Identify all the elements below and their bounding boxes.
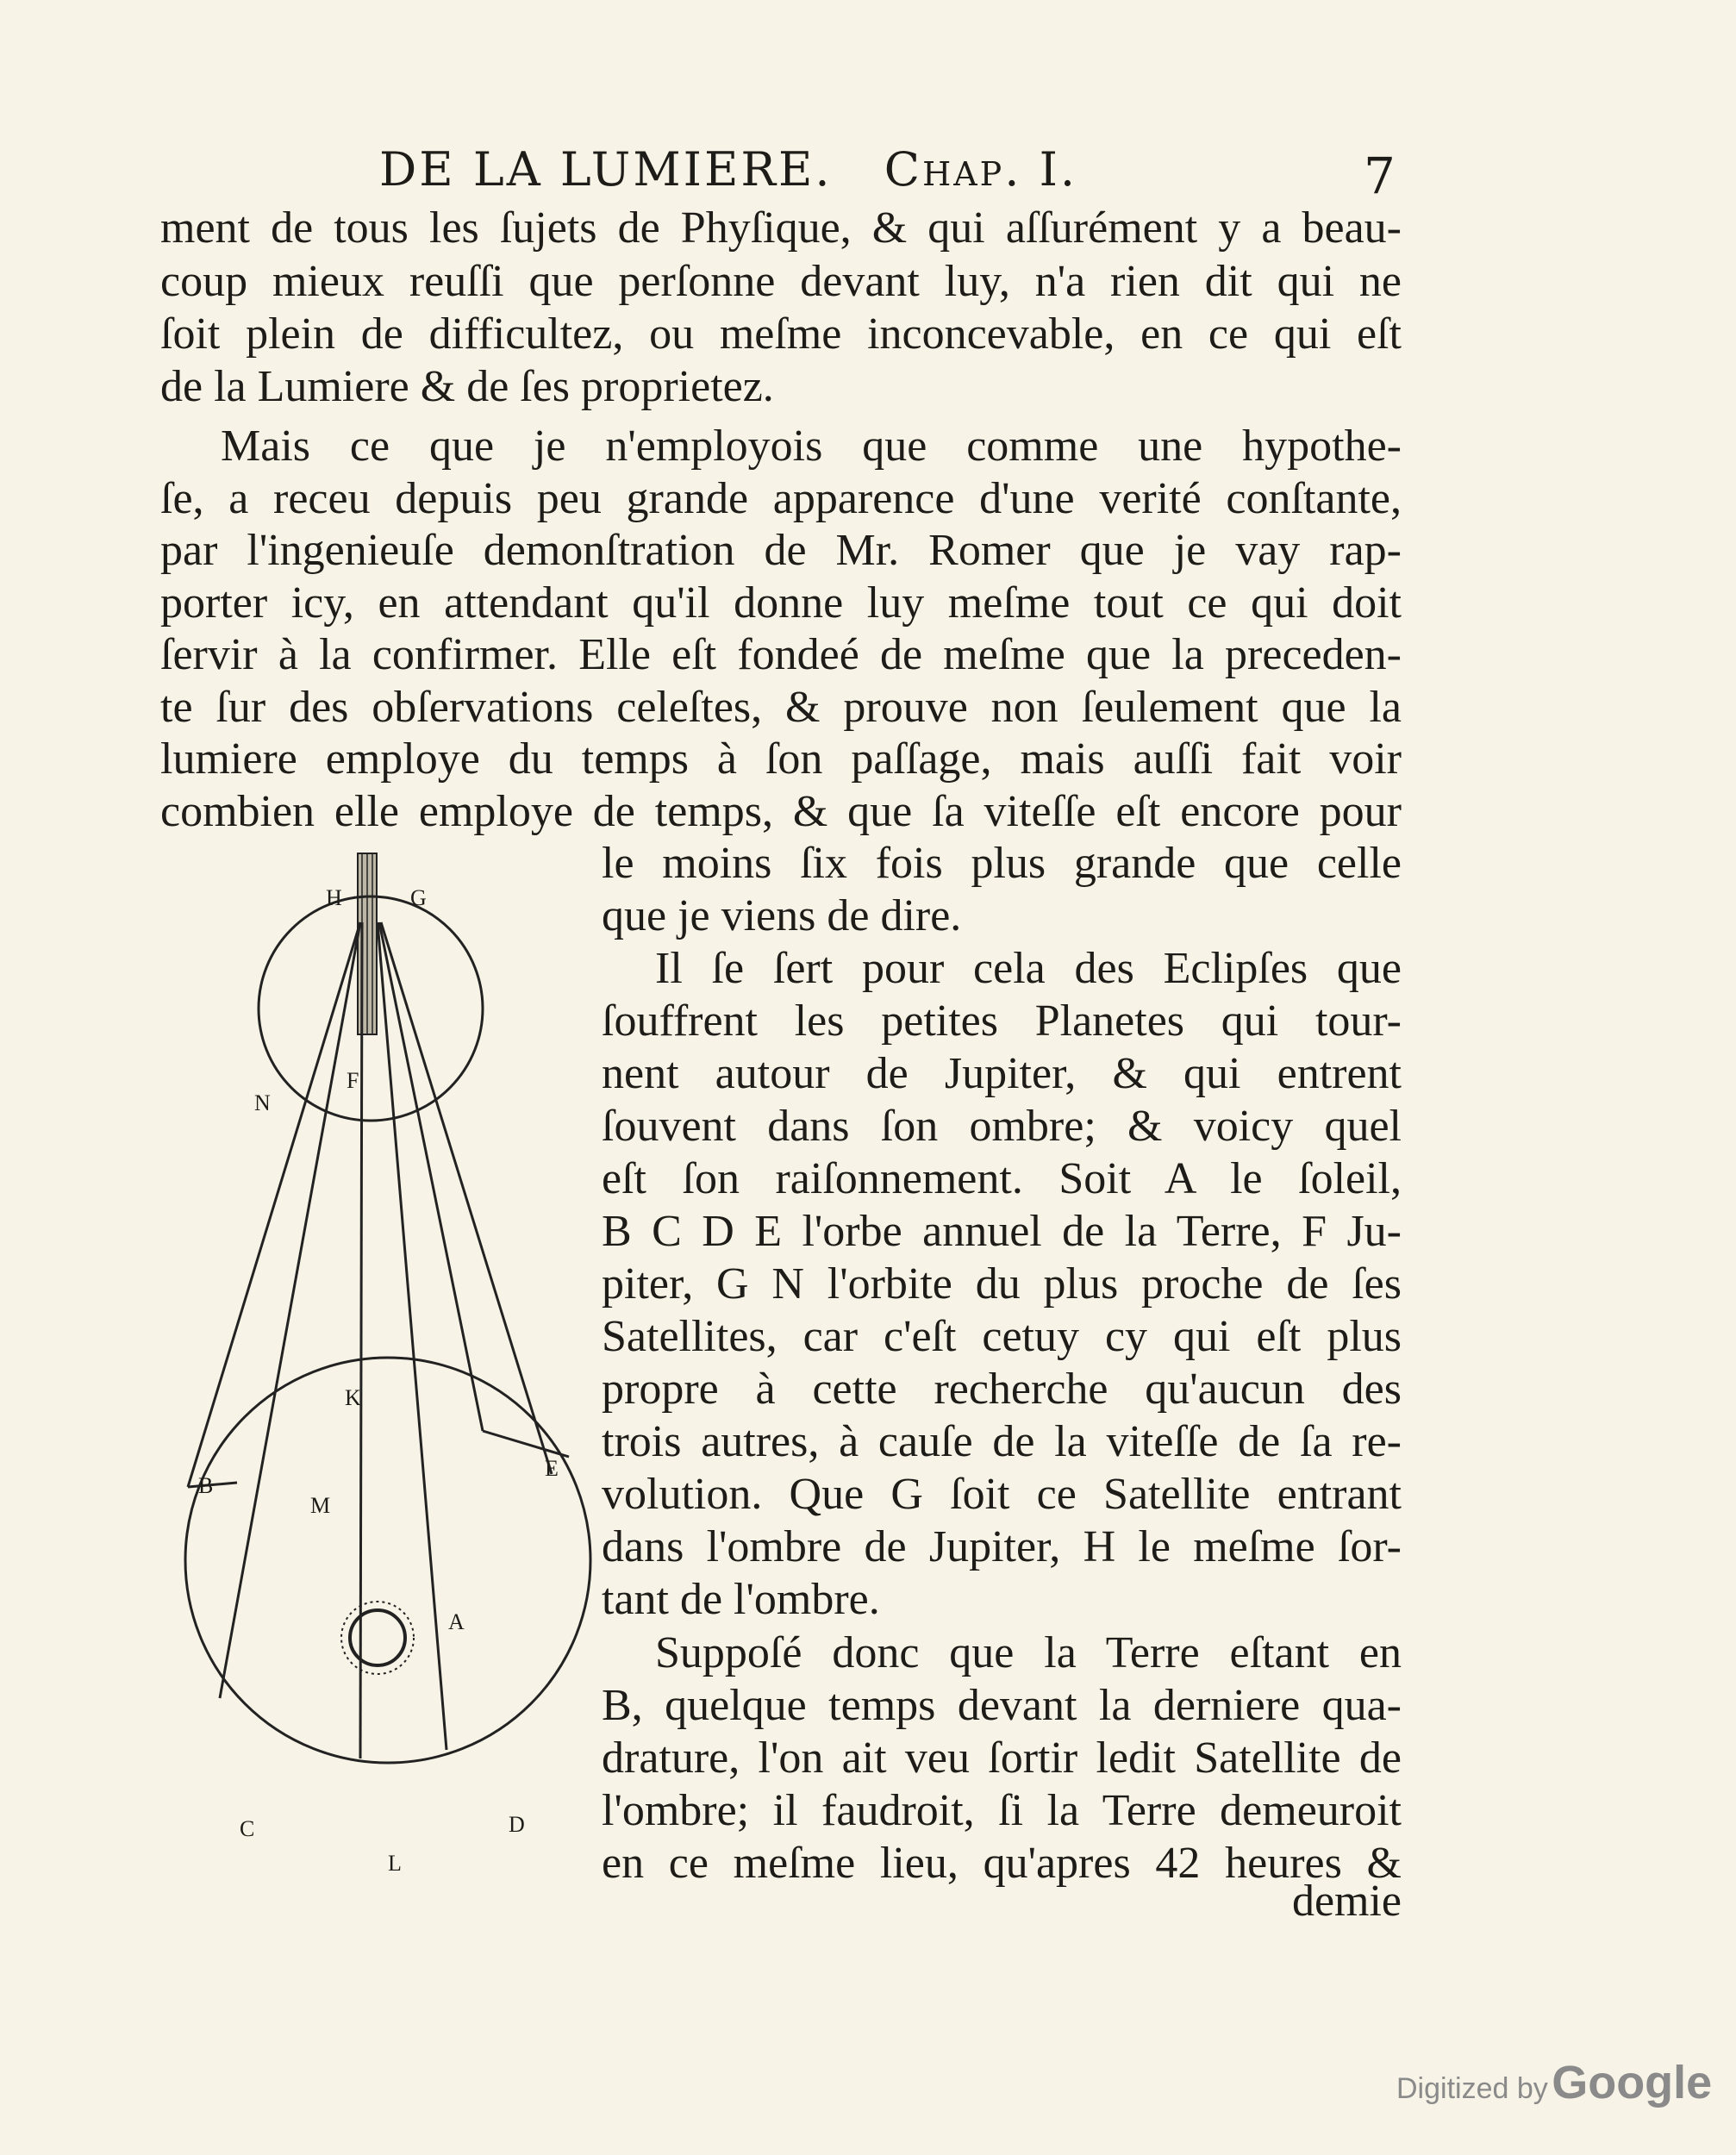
catchword: demie [1291, 1877, 1402, 1926]
text-line: Satellites, car c'eſt cetuy cy qui eſt plus [602, 1312, 1402, 1361]
text-line: l'ombre; il faudroit, ſi la Terre demeuroit [602, 1786, 1402, 1835]
text-line: propre à cette recherche qu'aucun des [602, 1365, 1402, 1414]
text-line: que je viens de dire. [602, 891, 962, 940]
text-line: te ſur des obſervations celeſtes, & prouve non ſeulement que la [160, 683, 1402, 732]
label-F: F [347, 1068, 359, 1093]
digitized-text: Digitized by [1396, 2072, 1548, 2105]
text-line: lumiere employe du temps à ſon paſſage, mais auſſi fait voir [160, 734, 1402, 784]
text-line: combien elle employe de temps, & que ſa viteſſe eſt encore pour [160, 787, 1402, 836]
text-line: ſe, a receu depuis peu grande apparence d'une verité conſtante, [160, 474, 1402, 523]
text-line: ſervir à la confirmer. Elle eſt fondeé de meſme que la preceden- [160, 630, 1402, 679]
text-line: B, quelque temps devant la derniere qua- [602, 1681, 1402, 1730]
text-line: eſt ſon raiſonnement. Soit A le ſoleil, [602, 1154, 1402, 1203]
label-G: G [410, 885, 427, 910]
romer-diagram [155, 836, 621, 1905]
text-line: en ce meſme lieu, qu'apres 42 heures & [602, 1839, 1402, 1888]
text-line: Il ſe ſert pour cela des Eclipſes que [655, 944, 1402, 993]
text-line: trois autres, à cauſe de la viteſſe de ſa re- [602, 1417, 1402, 1466]
label-E: E [545, 1456, 559, 1481]
label-K: K [345, 1385, 361, 1410]
text-line: ſoit plein de difficultez, ou meſme inconcevable, en ce qui eſt [160, 309, 1402, 359]
text-line: drature, l'on ait veu ſortir ledit Satellite de [602, 1733, 1402, 1783]
label-B: B [198, 1473, 214, 1498]
text-line: coup mieux reuſſi que perſonne devant luy, n'a rien dit qui ne [160, 257, 1402, 306]
label-N: N [254, 1090, 271, 1115]
label-C: C [240, 1816, 255, 1841]
text-line: porter icy, en attendant qu'il donne luy meſme tout ce qui doit [160, 578, 1402, 628]
page-number: 7 [1364, 147, 1396, 205]
text-line: ſouvent dans ſon ombre; & voicy quel [602, 1102, 1402, 1151]
sun [350, 1610, 405, 1665]
text-line: par l'ingenieuſe demonſtration de Mr. Romer que je vay rap- [160, 526, 1402, 575]
text-line: dans l'ombre de Jupiter, H le meſme ſor- [602, 1522, 1402, 1571]
running-head-title: DE LA LUMIERE. [379, 142, 833, 197]
digitized-watermark [1396, 2056, 1712, 2109]
text-line: ment de tous les ſujets de Phyſique, & qui aſſurément y a beau- [160, 203, 1402, 253]
text-line: piter, G N l'orbite du plus proche de ſes [602, 1259, 1402, 1309]
running-head [379, 142, 1155, 197]
text-line: volution. Que G ſoit ce Satellite entrant [602, 1470, 1402, 1519]
google-brand: Google [1552, 2057, 1713, 2108]
text-line: tant de l'ombre. [602, 1575, 880, 1624]
text-line: de la Lumiere & de ſes proprietez. [160, 362, 774, 411]
text-line: B C D E l'orbe annuel de la Terre, F Ju- [602, 1207, 1402, 1256]
label-L: L [388, 1851, 402, 1876]
label-D: D [509, 1812, 525, 1837]
text-line: Suppoſé donc que la Terre eſtant en [655, 1628, 1402, 1677]
label-H: H [326, 885, 342, 910]
text-line: Mais ce que je n'employois que comme une hypothe- [221, 422, 1402, 471]
text-line: ſouffrent les petites Planetes qui tour- [602, 996, 1402, 1046]
label-A: A [448, 1609, 465, 1634]
label-M: M [310, 1493, 331, 1518]
text-line: nent autour de Jupiter, & qui entrent [602, 1049, 1402, 1098]
text-line: le moins ſix fois plus grande que celle [602, 839, 1402, 888]
running-head-chapter: Chap. I. [884, 142, 1078, 197]
